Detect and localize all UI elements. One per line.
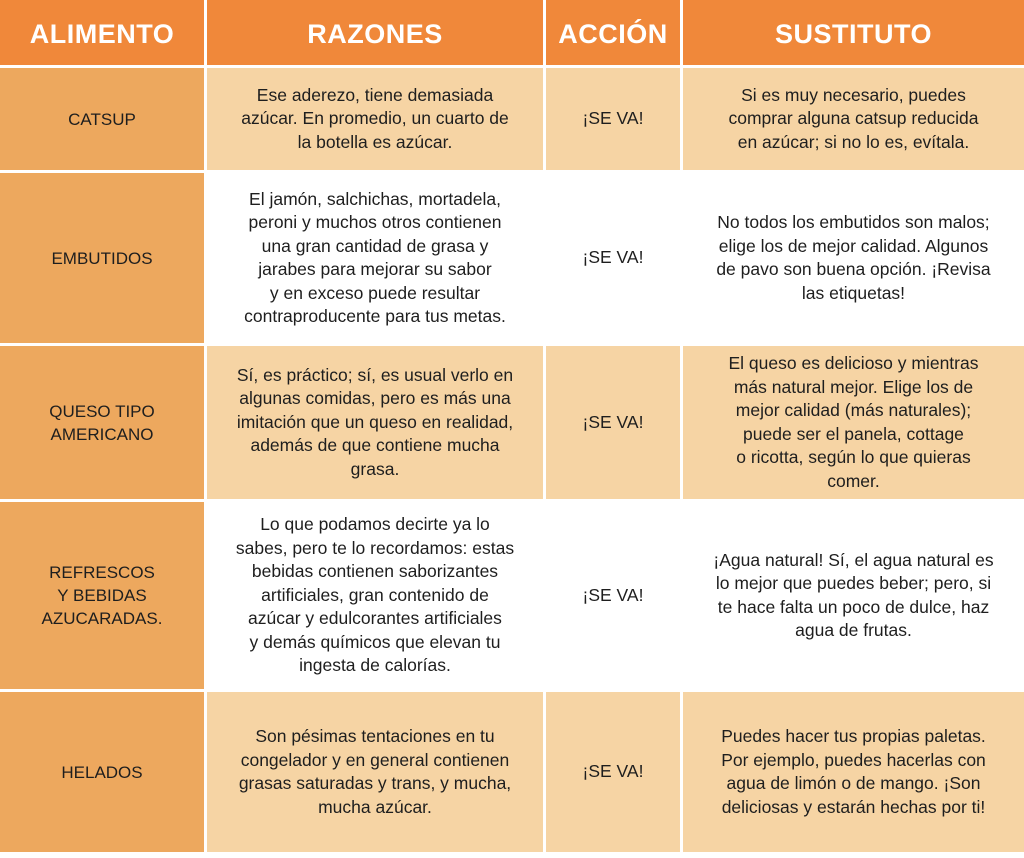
substitute-text: Si es muy necesario, puedes comprar alguna catsup reducida en azúcar; si no lo es, evítala. [728,84,979,152]
reason-cell [207,68,546,173]
reason-cell [207,692,546,855]
reason-cell [207,502,546,692]
substitute-text: ¡Agua natural! Sí, el agua natural es lo mejor que puedes beber; pero, si te hace falta un poco de dulce, haz agua de frutas. [713,549,994,640]
table-header [0,0,1024,68]
table-row [0,173,1024,346]
header-razones: RAZONES [207,0,546,68]
substitute-cell [683,173,1024,346]
substitute-text: No todos los embutidos son malos; elige los de mejor calidad. Algunos de pavo son buena opción. ¡Revisa las etiquetas! [716,212,991,303]
reason-cell [207,173,546,346]
food-cell [0,68,207,173]
reason-text: Son pésimas tentaciones en tu congelador y en general contienen grasas saturadas y trans, y mucha, mucha azúcar. [238,726,512,817]
food-cell [0,502,207,692]
action-cell [546,346,683,502]
header-sustituto: SUSTITUTO [683,0,1024,68]
table-row [0,502,1024,692]
food-cell [0,692,207,855]
header-alimento: ALIMENTO [0,0,207,68]
action-text: ¡SE VA! [582,108,644,129]
reason-text: Lo que podamos decirte ya lo sabes, pero te lo recordamos: estas bebidas contienen saborizantes artificiales, gran contenido de azúcar y edulcorantes artificiales y demás químicos que elevan tu ingesta de calorías. [235,514,515,676]
action-text: ¡SE VA! [582,761,644,782]
action-cell [546,502,683,692]
reason-text: Ese aderezo, tiene demasiada azúcar. En promedio, un cuarto de la botella es azúcar. [241,84,509,152]
food-cell [0,346,207,502]
table-row [0,68,1024,173]
action-cell [546,692,683,855]
action-cell [546,68,683,173]
substitute-text: Puedes hacer tus propias paletas. Por ejemplo, puedes hacerlas con agua de limón o de mango. ¡Son deliciosas y estarán hechas por ti! [721,726,986,817]
food-name: HELADOS [61,762,143,782]
substitute-cell [683,502,1024,692]
action-text: ¡SE VA! [582,584,644,605]
food-name: QUESO TIPO AMERICANO [49,401,155,444]
table-body [0,68,1024,855]
substitute-cell [683,68,1024,173]
action-text: ¡SE VA! [582,411,644,432]
table-row [0,692,1024,855]
header-accion: ACCIÓN [546,0,683,68]
action-cell [546,173,683,346]
food-cell [0,173,207,346]
substitute-text: El queso es delicioso y mientras más natural mejor. Elige los de mejor calidad (más naturales); puede ser el panela, cottage o ricotta, según lo que quieras comer. [728,353,979,491]
reason-text: Sí, es práctico; sí, es usual verlo en algunas comidas, pero es más una imitación que un queso en realidad, además de que contiene mucha grasa. [236,364,514,479]
action-text: ¡SE VA! [582,247,644,268]
substitute-cell [683,346,1024,502]
table-row [0,346,1024,502]
reason-text: El jamón, salchichas, mortadela, peroni y muchos otros contienen una gran cantidad de grasa y jarabes para mejorar su sabor y en exceso puede resultar contraproducente para tus metas. [244,188,506,326]
food-name: EMBUTIDOS [51,248,153,268]
substitute-cell [683,692,1024,855]
food-name: CATSUP [68,109,136,129]
header-row [0,0,1024,68]
food-name: REFRESCOS Y BEBIDAS AZUCARADAS. [41,563,163,628]
reason-cell [207,346,546,502]
